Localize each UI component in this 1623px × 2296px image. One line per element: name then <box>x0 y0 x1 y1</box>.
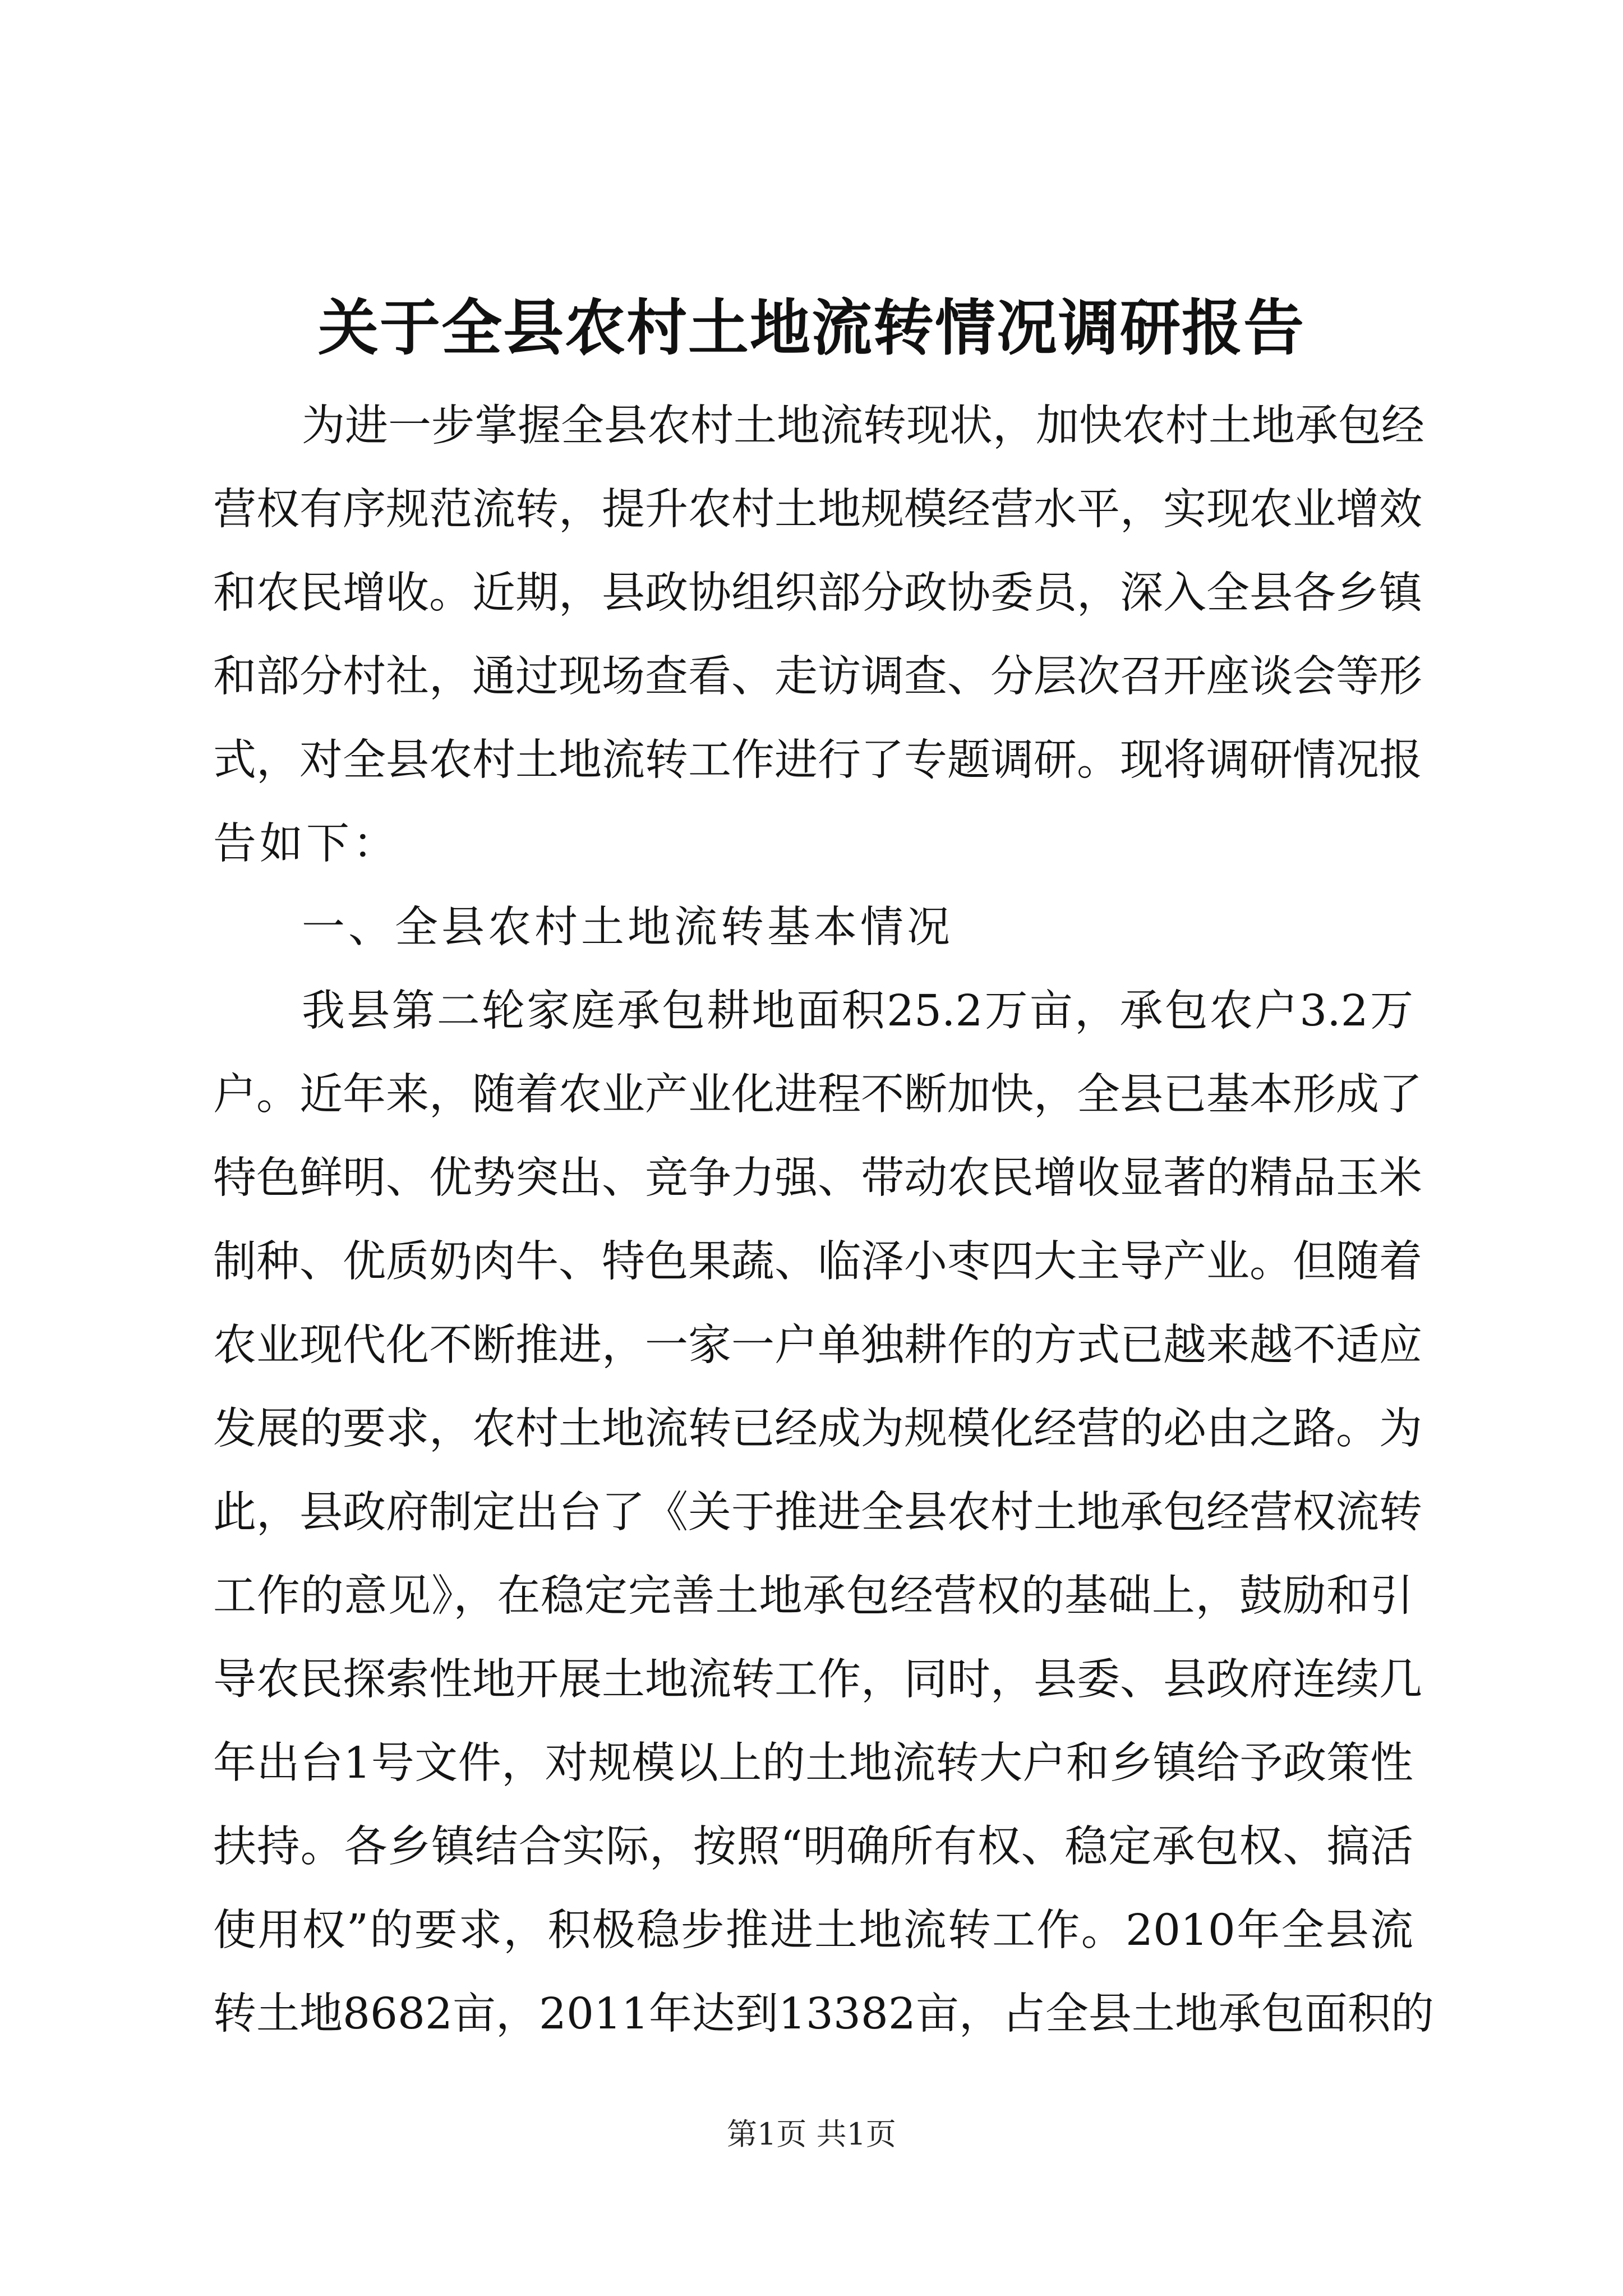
body-line: 特色鲜明、优势突出、竞争力强、带动农民增收显著的精品玉米 <box>213 1153 1422 1203</box>
body-line: 户。近年来，随着农业产业化进程不断加快，全县已基本形成了 <box>213 1070 1422 1120</box>
body-line: 为进一步掌握全县农村土地流转现状，加快农村土地承包经 <box>302 401 1424 451</box>
body-line: 式，对全县农村土地流转工作进行了专题调研。现将调研情况报 <box>213 735 1422 785</box>
body-line: 年出台1号文件，对规模以上的土地流转大户和乡镇给予政策性 <box>213 1738 1413 1788</box>
body-line: 转土地8682亩，2011年达到13382亩，占全县土地承包面积的 <box>213 1989 1434 2039</box>
body-line: 导农民探索性地开展土地流转工作，同时，县委、县政府连续几 <box>213 1655 1422 1705</box>
body-line: 告如下： <box>213 819 399 869</box>
body-line: 工作的意见》，在稳定完善土地承包经营权的基础上，鼓励和引 <box>213 1571 1413 1621</box>
body-line: 营权有序规范流转，提升农村土地规模经营水平，实现农业增效 <box>213 485 1422 535</box>
body-line: 和部分村社，通过现场查看、走访调查、分层次召开座谈会等形 <box>213 652 1422 702</box>
body-line: 和农民增收。近期，县政协组织部分政协委员，深入全县各乡镇 <box>213 568 1422 618</box>
page-number-footer: 第1页 共1页 <box>727 2116 896 2152</box>
body-line: 使用权”的要求，积极稳步推进土地流转工作。2010年全县流 <box>213 1906 1413 1955</box>
body-line: 我县第二轮家庭承包耕地面积25.2万亩，承包农户3.2万 <box>302 986 1413 1036</box>
body-line: 制种、优质奶肉牛、特色果蔬、临泽小枣四大主导产业。但随着 <box>213 1237 1422 1287</box>
section-heading: 一、全县农村土地流转基本情况 <box>302 903 953 953</box>
body-line: 此，县政府制定出台了《关于推进全县农村土地承包经营权流转 <box>213 1488 1422 1538</box>
document-title: 关于全县农村土地流转情况调研报告 <box>317 293 1305 364</box>
body-line: 扶持。各乡镇结合实际，按照“明确所有权、稳定承包权、搞活 <box>213 1822 1413 1872</box>
body-line: 农业现代化不断推进，一家一户单独耕作的方式已越来越不适应 <box>213 1320 1422 1370</box>
body-line: 发展的要求，农村土地流转已经成为规模化经营的必由之路。为 <box>213 1404 1422 1454</box>
